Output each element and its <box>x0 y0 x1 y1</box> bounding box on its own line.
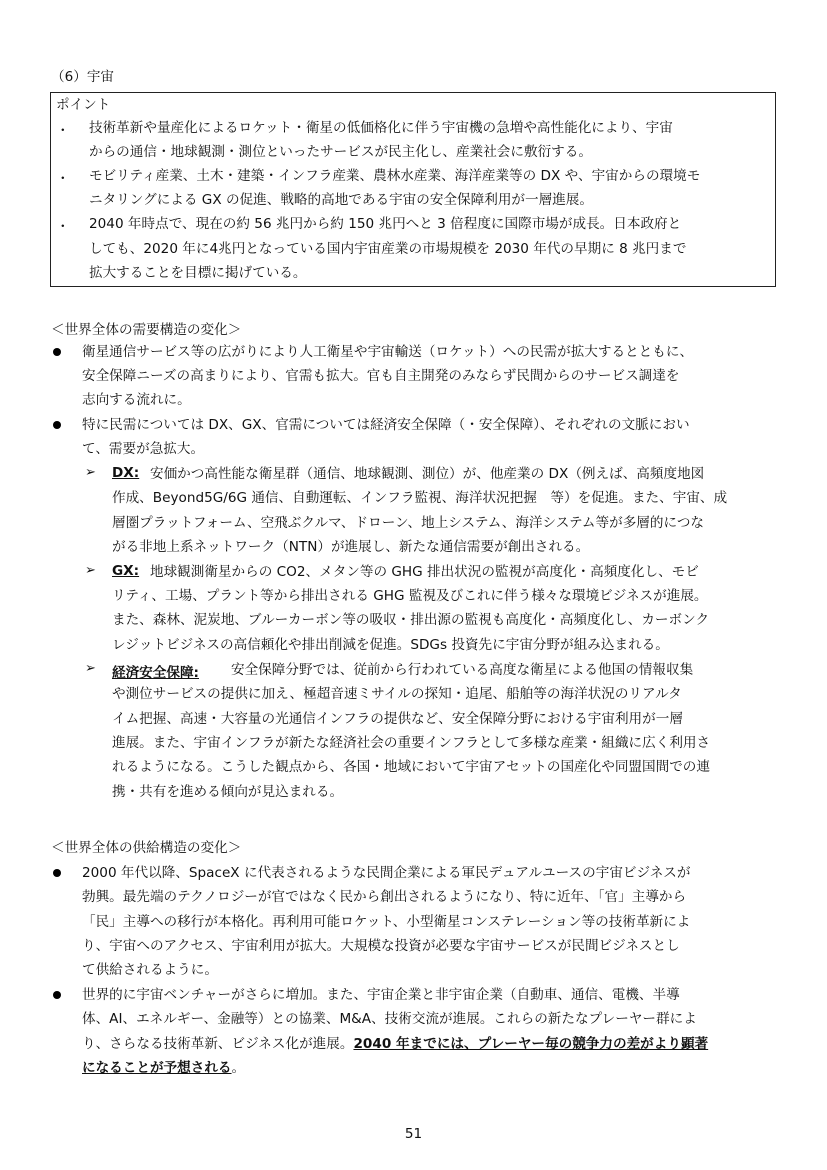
point-heading: ポイント <box>56 97 111 113</box>
page-number: 51 <box>404 1126 423 1142</box>
body-line: 携・共有を進める傾向が見込まれる。 <box>112 784 344 800</box>
body-line: 世界的に宇宙ベンチャーがさらに増加。また、宇宙企業と非宇宙企業（自動車、通信、電機、半導 <box>82 987 680 1003</box>
demand-heading: ＜世界全体の需要構造の変化＞ <box>51 322 242 338</box>
point-line: ニタリングによる GX の促進、戦略的高地である宇宙の安全保障利用が一層進展。 <box>89 192 593 208</box>
point-line: しても、2020 年に4兆円となっている国内宇宙産業の市場規模を 2030 年代の早期に 8 兆円まで <box>89 241 687 257</box>
body-line: 体、AI、エネルギー、金融等）との協業、M&A、技術交流が進展。これらの新たなプレーヤー群によ <box>82 1011 697 1027</box>
supply-heading: ＜世界全体の供給構造の変化＞ <box>51 840 242 856</box>
emphasis-text: 2040 年までには、プレーヤー毎の競争力の差がより顕著 <box>353 1036 709 1052</box>
sub-label: 経済安全保障: <box>112 665 199 681</box>
body-line: 安全保障分野では、従前から行われている高度な衛星による他国の情報収集 <box>231 662 694 678</box>
point-line: 拡大することを目標に掲げている。 <box>89 265 307 281</box>
body-line: り、宇宙へのアクセス、宇宙利用が拡大。大規模な投資が必要な宇宙サービスが民間ビジネスとし <box>82 938 680 954</box>
body-line: て供給されるように。 <box>82 962 218 978</box>
arrow-icon: ➢ <box>85 465 96 480</box>
body-line: リティ、工場、プラント等から排出される GHG 監視及びこれに伴う様々な環境ビジネスが進展。 <box>112 588 708 604</box>
sub-label: DX: <box>112 465 140 481</box>
body-text: 。 <box>231 1060 246 1076</box>
body-line: や測位サービスの提供に加え、極超音速ミサイルの探知・追尾、船舶等の海洋状況のリアルタ <box>112 686 682 702</box>
body-line: 安価かつ高性能な衛星群（通信、地球観測、測位）が、他産業の DX（例えば、高頻度地図 <box>150 466 705 482</box>
section-title: （6）宇宙 <box>51 69 115 85</box>
body-line <box>82 1035 708 1053</box>
body-line: 地球観測衛星からの CO2、メタン等の GHG 排出状況の監視が高度化・高頻度化し、モビ <box>150 564 699 580</box>
body-line: れるようになる。こうした観点から、各国・地域において宇宙アセットの国産化や同盟国間での連 <box>112 759 710 775</box>
body-text: り、さらなる技術革新、ビジネス化が進展。 <box>82 1036 354 1052</box>
body-line: 2000 年代以降、SpaceX に代表されるような民間企業による軍民デュアルユースの宇宙ビジネスが <box>82 865 691 881</box>
body-line: 作成、Beyond5G/6G 通信、自動運転、インフラ監視、海洋状況把握 等）を促進。また、宇宙、成 <box>112 490 728 506</box>
point-line: 技術革新や量産化によるロケット・衛星の低価格化に伴う宇宙機の急増や高性能化により、宇宙 <box>89 120 673 136</box>
body-line: 安全保障ニーズの高まりにより、官需も拡大。官も自主開発のみならず民間からのサービス調達を <box>82 368 680 384</box>
body-line: 層圏プラットフォーム、空飛ぶクルマ、ドローン、地上システム、海洋システム等が多層的につな <box>112 515 705 531</box>
arrow-icon: ➢ <box>85 661 96 676</box>
body-line <box>82 1059 245 1077</box>
body-line: 進展。また、宇宙インフラが新たな経済社会の重要インフラとして多様な産業・組織に広く利用さ <box>112 735 711 751</box>
point-bullet: ・ <box>56 219 70 235</box>
body-line: 衛星通信サービス等の広がりにより人工衛星や宇宙輸送（ロケット）への民需が拡大するとともに、 <box>82 344 694 360</box>
body-line: また、森林、泥炭地、ブルーカーボン等の吸収・排出源の監視も高度化・高頻度化し、カーボンク <box>112 612 710 628</box>
bullet-dot <box>53 421 61 429</box>
point-bullet: ・ <box>56 171 70 187</box>
body-line: 勃興。最先端のテクノロジーが官ではなく民から創出されるようになり、特に近年、「官」主導から <box>82 889 687 905</box>
point-bullet: ・ <box>56 123 70 139</box>
bullet-dot <box>53 991 61 999</box>
bullet-dot <box>53 348 61 356</box>
body-line: イム把握、高速・大容量の光通信インフラの提供など、安全保障分野における宇宙利用が一層 <box>112 711 683 727</box>
body-line: がる非地上系ネットワーク（NTN）が進展し、新たな通信需要が創出される。 <box>112 539 590 555</box>
sub-label: GX: <box>112 563 140 579</box>
body-line: 志向する流れに。 <box>82 392 191 408</box>
emphasis-text: になることが予想される <box>82 1060 232 1076</box>
bullet-dot <box>53 869 61 877</box>
body-line: 「民」主導への移行が本格化。再利用可能ロケット、小型衛星コンステレーション等の技術革新によ <box>82 914 691 930</box>
body-line: 特に民需については DX、GX、官需については経済安全保障（・安全保障）、それぞれの文脈におい <box>82 417 690 433</box>
arrow-icon: ➢ <box>85 563 96 578</box>
point-line: モビリティ産業、土木・建築・インフラ産業、農林水産業、海洋産業等の DX や、宇宙からの環境モ <box>89 168 701 184</box>
body-line: て、需要が急拡大。 <box>82 441 205 457</box>
body-line: レジットビジネスの高信頼化や排出削減を促進。SDGs 投資先に宇宙分野が組み込まれる。 <box>112 637 669 653</box>
point-line: 2040 年時点で、現在の約 56 兆円から約 150 兆円へと 3 倍程度に国際市場が成長。日本政府と <box>89 216 682 232</box>
point-line: からの通信・地球観測・測位といったサービスが民主化し、産業社会に敷衍する。 <box>89 144 592 160</box>
